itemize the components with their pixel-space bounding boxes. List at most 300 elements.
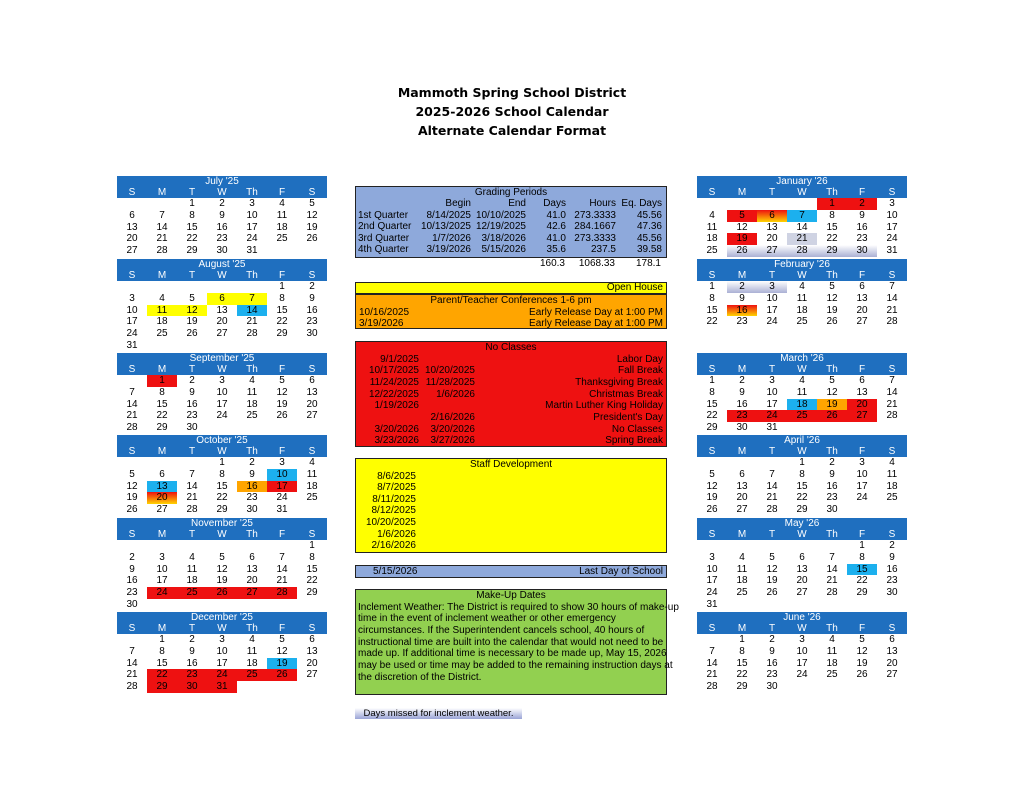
calendar-day: 14	[886, 386, 898, 398]
calendar-day: 5	[727, 210, 757, 222]
month-title: July '25	[117, 176, 327, 187]
col-begin: Begin	[445, 198, 471, 209]
calendar-day: 3	[219, 634, 225, 645]
weekday-label: M	[737, 623, 747, 634]
staff-date: 2/16/2026	[371, 540, 416, 552]
holiday-label: Fall Break	[617, 365, 663, 377]
weekday-label: W	[217, 270, 227, 281]
calendar-day: 29	[216, 504, 228, 516]
weekday-label: W	[797, 187, 807, 198]
calendar-day	[757, 457, 787, 469]
weekday-label: W	[217, 446, 227, 457]
weekday-label: W	[797, 270, 807, 281]
calendar-day: 27	[306, 410, 318, 422]
calendar-day: 1	[799, 457, 805, 468]
grading-row	[356, 221, 666, 233]
end-date: 2/16/2026	[430, 412, 475, 424]
calendar-day: 29	[796, 504, 808, 516]
calendar-week	[697, 245, 907, 257]
no-classes-row	[356, 412, 666, 424]
makeup-text-line: Inclement Weather: The District is required to show 30 hours of make-up	[358, 601, 679, 613]
calendar-day: 1	[189, 198, 195, 209]
calendar-day: 8	[189, 209, 195, 221]
calendar-dec	[117, 612, 327, 693]
calendar-day	[787, 681, 817, 693]
calendar-day: 12	[276, 386, 288, 398]
calendar-day: 25	[706, 245, 718, 257]
early-release-date: 10/16/2025	[359, 306, 410, 318]
calendar-day	[877, 681, 907, 693]
calendar-day: 28	[246, 328, 258, 340]
calendar-day: 25	[306, 492, 318, 504]
calendar-day: 5	[219, 551, 225, 563]
grading-cell: 47.36	[636, 221, 662, 232]
weekday-label: S	[888, 529, 896, 540]
weekday-label: Th	[246, 270, 258, 281]
calendar-day: 27	[796, 587, 808, 599]
calendar-day: 9	[889, 551, 895, 563]
calendar-day: 31	[886, 245, 898, 257]
grading-cell: 39.58	[636, 244, 662, 255]
calendar-day	[117, 457, 147, 469]
calendar-day: 7	[129, 386, 135, 398]
weekday-label: W	[217, 529, 227, 540]
calendar-day	[177, 457, 207, 469]
calendar-day: 11	[706, 221, 718, 233]
calendar-day: 3	[757, 281, 787, 293]
calendar-week	[697, 469, 907, 481]
calendar-week	[697, 599, 907, 611]
calendar-day: 24	[276, 492, 288, 504]
calendar-day: 6	[309, 375, 315, 386]
calendar-day: 14	[156, 221, 168, 233]
col-end: End	[508, 198, 526, 209]
weekday-label: S	[708, 364, 716, 375]
grading-cell: 12/19/2025	[475, 221, 526, 232]
calendar-day: 23	[826, 492, 838, 504]
calendar-day	[207, 540, 237, 552]
calendar-day: 19	[727, 233, 757, 245]
calendar-day: 26	[306, 233, 318, 245]
weekday-label: Th	[246, 529, 258, 540]
calendar-day: 6	[249, 551, 255, 563]
staff-date: 8/12/2025	[371, 505, 416, 517]
calendar-day: 15	[736, 657, 748, 669]
weekday-header	[117, 270, 327, 281]
calendar-week	[697, 210, 907, 222]
calendar-week	[697, 293, 907, 305]
calendar-day: 26	[706, 504, 718, 516]
calendar-day: 27	[886, 669, 898, 681]
no-classes-row	[356, 377, 666, 389]
calendar-day: 12	[826, 292, 838, 304]
calendar-day: 30	[306, 328, 318, 340]
no-classes-title: No Classes	[485, 342, 537, 353]
open-house-label: Open House	[606, 282, 663, 293]
calendar-day: 20	[766, 233, 778, 245]
calendar-day: 19	[766, 575, 778, 587]
calendar-day: 16	[886, 563, 898, 575]
calendar-day: 28	[826, 587, 838, 599]
calendar-day: 27	[736, 504, 748, 516]
calendar-day	[237, 540, 267, 552]
calendar-day	[267, 422, 297, 434]
calendar-week	[117, 457, 327, 469]
calendar-day: 30	[886, 587, 898, 599]
calendar-day: 21	[126, 669, 138, 681]
calendar-day: 3	[279, 457, 285, 468]
calendar-week	[117, 281, 327, 293]
weekday-label: S	[708, 623, 716, 634]
calendar-day: 24	[757, 410, 787, 422]
calendar-day: 9	[189, 645, 195, 657]
calendar-day: 5	[709, 468, 715, 480]
calendar-day: 5	[129, 468, 135, 480]
calendar-day: 13	[306, 645, 318, 657]
weekday-label: S	[308, 446, 316, 457]
calendar-day: 29	[856, 587, 868, 599]
calendar-day: 17	[856, 480, 868, 492]
calendar-day: 24	[796, 669, 808, 681]
calendar-day: 29	[706, 422, 718, 434]
calendar-week	[697, 222, 907, 234]
calendar-day	[727, 599, 757, 611]
holiday-label: Labor Day	[616, 353, 663, 365]
weekday-label: F	[278, 529, 286, 540]
calendar-day: 8	[219, 468, 225, 480]
calendar-day: 16	[766, 657, 778, 669]
weekday-label: S	[308, 623, 316, 634]
calendar-day: 18	[886, 480, 898, 492]
calendar-week	[697, 492, 907, 504]
calendar-day: 23	[856, 233, 868, 245]
calendar-day: 15	[826, 221, 838, 233]
calendar-day	[147, 599, 177, 611]
grading-cell: 41.0	[546, 232, 566, 244]
calendar-day: 22	[306, 575, 318, 587]
weekday-label: T	[188, 529, 196, 540]
calendar-day: 6	[859, 375, 865, 386]
weekday-label: Th	[826, 446, 838, 457]
calendar-day: 6	[309, 634, 315, 645]
weekday-label: M	[157, 364, 167, 375]
calendar-day: 8	[159, 645, 165, 657]
calendar-day: 2	[769, 634, 775, 645]
weekday-header	[117, 187, 327, 198]
calendar-week	[117, 681, 327, 693]
calendar-week	[117, 552, 327, 564]
calendar-day: 2	[189, 634, 195, 645]
page-format: Alternate Calendar Format	[417, 123, 607, 138]
month-title: November '25	[117, 518, 327, 529]
calendar-day: 26	[267, 669, 297, 681]
calendar-day: 28	[886, 410, 898, 422]
weekday-label: M	[157, 529, 167, 540]
calendar-week	[117, 422, 327, 434]
calendar-day: 5	[829, 281, 835, 292]
calendar-day: 3	[159, 551, 165, 563]
calendar-day: 13	[856, 386, 868, 398]
weekday-label: S	[308, 364, 316, 375]
weekday-label: T	[188, 187, 196, 198]
calendar-day: 17	[267, 481, 297, 493]
calendar-day	[117, 540, 147, 552]
calendar-day: 12	[216, 563, 228, 575]
weekday-label: S	[708, 446, 716, 457]
calendar-day: 5	[309, 198, 315, 209]
weekday-label: W	[217, 364, 227, 375]
calendar-day: 10	[216, 645, 228, 657]
calendar-day: 10	[246, 209, 258, 221]
calendar-day: 13	[766, 221, 778, 233]
calendar-day: 2	[829, 457, 835, 468]
calendar-day: 21	[276, 575, 288, 587]
calendar-day: 8	[739, 645, 745, 657]
calendar-day: 4	[249, 375, 255, 386]
calendar-day: 19	[826, 304, 838, 316]
calendar-day	[117, 281, 147, 293]
weekday-label: F	[858, 446, 866, 457]
calendar-day: 1	[709, 281, 715, 292]
calendar-day: 20	[847, 399, 877, 411]
calendar-day: 16	[856, 221, 868, 233]
calendar-day: 31	[766, 422, 778, 434]
calendar-week	[697, 587, 907, 599]
calendar-day: 4	[279, 198, 285, 209]
calendar-day: 30	[216, 245, 228, 257]
weekday-label: F	[858, 529, 866, 540]
total-eq-days: 178.1	[635, 258, 661, 269]
month-title: March '26	[697, 353, 907, 364]
calendar-day: 17	[126, 316, 138, 328]
calendar-day: 30	[246, 504, 258, 516]
calendar-day	[697, 198, 727, 210]
calendar-day: 6	[739, 468, 745, 480]
calendar-jun	[697, 612, 907, 693]
calendar-day: 16	[727, 305, 757, 317]
calendar-day	[297, 340, 327, 352]
calendar-week	[697, 481, 907, 493]
grading-periods-table	[355, 186, 667, 258]
calendar-day: 21	[156, 233, 168, 245]
calendar-day: 18	[276, 221, 288, 233]
calendar-day: 18	[736, 575, 748, 587]
weekday-label: Th	[826, 529, 838, 540]
calendar-week	[117, 198, 327, 210]
col-label	[356, 198, 416, 210]
weekday-label: Th	[246, 364, 258, 375]
calendar-day: 4	[189, 551, 195, 563]
weekday-label: Th	[246, 446, 258, 457]
calendar-day: 29	[156, 422, 168, 434]
calendar-day: 28	[156, 245, 168, 257]
weekday-label: S	[308, 270, 316, 281]
calendar-day: 28	[126, 422, 138, 434]
calendar-day: 7	[769, 468, 775, 480]
calendar-day: 26	[126, 504, 138, 516]
calendar-day: 30	[766, 681, 778, 693]
calendar-day: 6	[207, 293, 237, 305]
calendar-day: 6	[159, 468, 165, 480]
grading-cell: 273.3333	[574, 209, 616, 221]
calendar-day: 14	[826, 563, 838, 575]
calendar-day: 6	[757, 210, 787, 222]
calendar-week	[117, 210, 327, 222]
calendar-day: 13	[126, 221, 138, 233]
early-release-row	[356, 307, 666, 319]
calendar-day: 11	[276, 209, 288, 221]
calendar-day: 24	[207, 669, 237, 681]
calendar-week	[697, 634, 907, 646]
calendar-day: 9	[859, 209, 865, 221]
calendar-week	[697, 540, 907, 552]
calendar-day: 12	[306, 209, 318, 221]
weekday-label: W	[797, 446, 807, 457]
calendar-day: 25	[276, 233, 288, 245]
calendar-day: 11	[796, 292, 808, 304]
weekday-label: S	[888, 623, 896, 634]
calendar-day: 10	[766, 386, 778, 398]
weekday-label: M	[737, 364, 747, 375]
calendar-day: 10	[886, 209, 898, 221]
weekday-label: S	[128, 270, 136, 281]
calendar-day: 15	[186, 221, 198, 233]
calendar-nov	[117, 518, 327, 611]
calendar-day: 16	[216, 221, 228, 233]
calendar-day: 29	[736, 681, 748, 693]
open-house-box	[355, 282, 667, 294]
weekday-label: Th	[246, 623, 258, 634]
calendar-day	[727, 198, 757, 210]
col-days: Days	[543, 198, 566, 209]
calendar-day: 23	[216, 233, 228, 245]
weekday-header	[697, 529, 907, 540]
calendar-day: 2	[727, 281, 757, 293]
calendar-day: 17	[706, 575, 718, 587]
month-title: June '26	[697, 612, 907, 623]
weekday-label: F	[278, 270, 286, 281]
calendar-week	[117, 316, 327, 328]
calendar-day: 20	[796, 575, 808, 587]
weekday-label: S	[128, 446, 136, 457]
calendar-day: 15	[847, 564, 877, 576]
calendar-day	[847, 681, 877, 693]
calendar-day: 25	[237, 669, 267, 681]
calendar-day: 1	[147, 375, 177, 387]
weekday-header	[697, 187, 907, 198]
calendar-day	[147, 198, 177, 210]
weekday-header	[117, 623, 327, 634]
calendar-week	[697, 387, 907, 399]
calendar-day: 23	[306, 316, 318, 328]
calendar-day: 25	[246, 410, 258, 422]
calendar-day: 19	[186, 316, 198, 328]
grading-header-row	[356, 198, 666, 210]
calendar-day: 19	[126, 492, 138, 504]
calendar-day: 10	[216, 386, 228, 398]
calendar-day: 17	[246, 221, 258, 233]
calendar-day: 20	[126, 233, 138, 245]
calendar-day: 15	[306, 563, 318, 575]
calendar-day	[817, 540, 847, 552]
calendar-day: 30	[736, 422, 748, 434]
end-date	[419, 354, 475, 366]
calendar-day: 24	[216, 410, 228, 422]
month-title: April '26	[697, 435, 907, 446]
staff-date: 1/6/2026	[377, 528, 416, 540]
calendar-week	[117, 305, 327, 317]
calendar-week	[697, 504, 907, 516]
calendar-day: 7	[829, 551, 835, 563]
calendar-day: 27	[757, 245, 787, 257]
calendar-day: 3	[129, 292, 135, 304]
grading-cell: 2nd Quarter	[358, 221, 412, 232]
calendar-day: 2	[189, 375, 195, 386]
calendar-day: 25	[177, 587, 207, 599]
calendar-day	[147, 281, 177, 293]
calendar-day	[267, 599, 297, 611]
weekday-label: S	[888, 270, 896, 281]
calendar-mar	[697, 353, 907, 434]
calendar-day: 4	[309, 457, 315, 468]
calendar-day	[177, 599, 207, 611]
calendar-day: 26	[186, 328, 198, 340]
calendar-week	[117, 599, 327, 611]
calendar-day: 12	[177, 305, 207, 317]
calendar-week	[117, 669, 327, 681]
calendar-day: 26	[826, 316, 838, 328]
early-release-label: Early Release Day at 1:00 PM	[529, 306, 663, 318]
calendar-day: 9	[769, 645, 775, 657]
grading-row	[356, 233, 666, 245]
staff-development-title: Staff Development	[469, 459, 553, 470]
calendar-day: 22	[216, 492, 228, 504]
calendar-day: 4	[889, 457, 895, 468]
weekday-label: S	[128, 187, 136, 198]
calendar-day: 17	[156, 575, 168, 587]
calendar-day: 23	[736, 316, 748, 328]
calendar-day: 10	[156, 563, 168, 575]
calendar-day: 6	[889, 634, 895, 645]
calendar-day: 29	[306, 587, 318, 599]
calendar-week	[117, 293, 327, 305]
calendar-day	[787, 422, 817, 434]
staff-date: 8/6/2025	[377, 470, 416, 482]
calendar-day: 24	[856, 492, 868, 504]
calendar-day: 23	[186, 410, 198, 422]
makeup-text-line: made up. If additional time is necessary to be made up, May 15, 2026	[358, 648, 667, 660]
calendar-week	[697, 198, 907, 210]
calendar-day: 9	[309, 292, 315, 304]
weekday-label: M	[737, 529, 747, 540]
calendar-day: 2	[889, 540, 895, 551]
calendar-day: 7	[279, 551, 285, 563]
month-title: August '25	[117, 259, 327, 270]
calendar-week	[117, 245, 327, 257]
weekday-label: T	[188, 623, 196, 634]
weekday-label: M	[157, 623, 167, 634]
calendar-day: 21	[787, 233, 817, 245]
calendar-day: 20	[306, 657, 318, 669]
calendar-day: 17	[766, 304, 778, 316]
last-day-date: 5/15/2026	[373, 566, 418, 577]
calendar-week	[117, 399, 327, 411]
no-classes-row	[356, 424, 666, 436]
calendar-week	[117, 375, 327, 387]
calendar-day: 18	[246, 398, 258, 410]
calendar-day	[267, 245, 297, 257]
calendar-day: 27	[847, 410, 877, 422]
